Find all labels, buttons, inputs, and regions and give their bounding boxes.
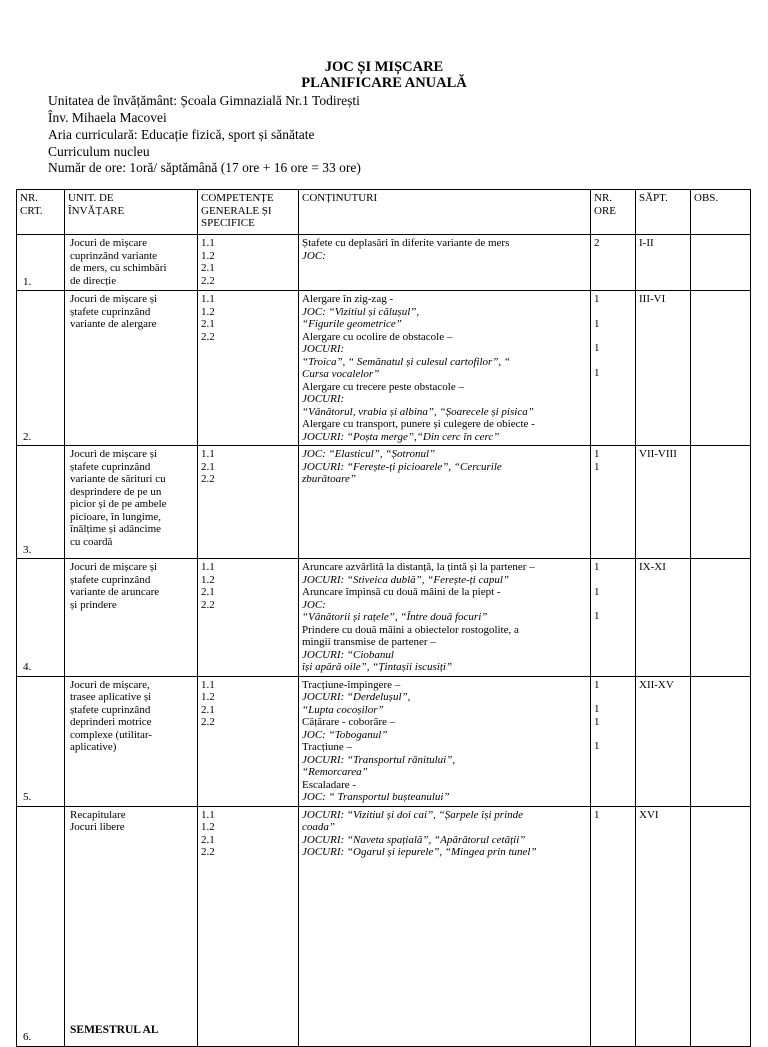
content-line (302, 716, 587, 741)
content-line (302, 586, 587, 611)
content-line (302, 779, 587, 804)
hours-cell (591, 676, 636, 806)
content-line (302, 318, 587, 331)
cell-line: picioare, în lungime, (70, 510, 162, 523)
cell-line: își apără oile”, “Țintașii iscusiți” (302, 661, 453, 673)
table-row (17, 559, 751, 677)
content-line (302, 448, 587, 461)
cell-line: JOC: (302, 249, 326, 262)
row-number: 1. (17, 235, 65, 291)
contents-cell (299, 676, 591, 806)
cell-line: “Vânătorul, vrabia și albina”, “Șoarecele și pisica” (302, 405, 534, 418)
cell-line: 2.2 (201, 274, 215, 287)
content-line (302, 293, 587, 318)
competences-cell (198, 806, 299, 1046)
content-line (302, 611, 587, 624)
content-line (302, 461, 587, 474)
cell-line: 1 (594, 715, 600, 728)
spacer (594, 574, 632, 586)
meta-curricular-area: Aria curriculară: Educație fizică, sport și sănătate (48, 127, 315, 142)
contents-cell (299, 559, 591, 677)
table-header-row (17, 190, 751, 235)
cell-line: 2.2 (201, 598, 215, 611)
header-contents: CONȚINUTURI (299, 190, 591, 235)
spacer (594, 330, 632, 342)
content-line (302, 574, 587, 587)
cell-line: de mers, cu schimbări (70, 262, 167, 274)
cell-line: aplicative) (70, 741, 117, 753)
competences-cell (198, 291, 299, 446)
header-week: SĂPT. (636, 190, 691, 235)
cell-line: Prindere cu două mâini a obiectelor rostogolite, a (302, 623, 519, 636)
hours-cell (591, 291, 636, 446)
cell-line: 1 (594, 610, 600, 622)
cell-line: “Lupta cocoșilor” (302, 703, 384, 716)
cell-line: variante de aruncare (70, 586, 160, 598)
cell-line: 1 (594, 293, 600, 305)
content-line (302, 636, 587, 661)
unit-cell (65, 559, 198, 677)
cell-line: 2.2 (201, 846, 215, 858)
obs-cell (691, 291, 751, 446)
spacer (594, 728, 632, 740)
cell-line: Tracțiune-împingere – (302, 678, 401, 691)
cell-line: JOCURI: “Ciobanul (302, 648, 394, 661)
cell-line: zburătoare” (302, 473, 356, 485)
cell-line: JOC: “ Transportul bușteanului” (302, 791, 450, 803)
cell-line: și prindere (70, 598, 117, 611)
cell-line: JOCURI: “Derdelușul”, (302, 691, 411, 703)
cell-line: înălțime și adâncime (70, 523, 162, 535)
cell-line: Jocuri libere (70, 821, 125, 833)
cell-line: variante de alergare (70, 318, 157, 330)
cell-line: 1.2 (201, 573, 215, 586)
cell-line: 2.2 (201, 330, 215, 343)
cell-line: ștafete cuprinzând (70, 460, 151, 473)
cell-line: JOC: “Elasticul”, “Șotronul” (302, 448, 436, 460)
row-number: 5. (17, 676, 65, 806)
content-line (302, 766, 587, 779)
cell-line: complexe (utilitar- (70, 728, 152, 741)
competences-cell (198, 559, 299, 677)
spacer (594, 691, 632, 703)
week-cell: VII-VIII (636, 446, 691, 559)
cell-line: Escaladare - (302, 778, 357, 791)
meta-teacher: Înv. Mihaela Macovei (48, 110, 167, 125)
cell-line: 2.2 (201, 716, 215, 728)
cell-line: cu coardă (70, 535, 113, 548)
content-line (302, 561, 587, 574)
content-line (302, 237, 587, 250)
cell-line: Aruncare împinsă cu două mâini de la piept - (302, 586, 501, 598)
cell-line: 1 (594, 366, 600, 379)
cell-line: Jocuri de mișcare, (70, 678, 150, 691)
content-line (302, 821, 587, 834)
spacer (594, 355, 632, 367)
cell-line: JOCURI: “Ogarul și iepurele”, “Mingea prin tunel” (302, 846, 537, 858)
header-obs: OBS. (691, 190, 751, 235)
unit-cell (65, 235, 198, 291)
cell-line: 2.1 (201, 833, 215, 846)
cell-line: ștafete cuprinzând (70, 573, 151, 586)
cell-line: JOC: (302, 598, 326, 611)
content-line (302, 661, 587, 674)
content-line (302, 368, 587, 381)
cell-line: 1 (594, 585, 600, 598)
unit-cell (65, 806, 198, 1046)
header-unit: UNIT. DE ÎNVĂȚARE (65, 190, 198, 235)
cell-line: 1.2 (201, 305, 215, 318)
table-row (17, 235, 751, 291)
cell-line: Jocuri de mișcare și (70, 448, 158, 460)
cell-line: coada” (302, 821, 335, 833)
cell-line: “Vânătorii și rațele”, “Între două focuri” (302, 611, 488, 623)
planning-table (16, 189, 751, 1047)
cell-line: mingii transmise de partener – (302, 636, 436, 648)
unit-cell (65, 291, 198, 446)
content-line (302, 381, 587, 406)
obs-cell (691, 446, 751, 559)
cell-line: Cursa vocalelor” (302, 368, 380, 380)
content-line (302, 624, 587, 637)
cell-line: Alergare cu trecere peste obstacole – (302, 380, 464, 393)
hours-cell (591, 235, 636, 291)
cell-line: Jocuri de mișcare (70, 237, 147, 249)
week-cell: XVI (636, 806, 691, 1046)
cell-line: Recapitulare (70, 808, 126, 821)
hours-cell (591, 806, 636, 1046)
contents-cell (299, 291, 591, 446)
cell-line: cuprinzând variante (70, 249, 158, 262)
cell-line: desprindere de pe un (70, 485, 162, 498)
week-cell: I-II (636, 235, 691, 291)
cell-line: 1.1 (201, 237, 215, 249)
cell-line: Jocuri de mișcare și (70, 293, 158, 305)
spacer (70, 834, 194, 1024)
obs-cell (691, 559, 751, 677)
cell-line: de direcție (70, 274, 117, 287)
cell-line: 1 (594, 317, 600, 330)
cell-line: JOC: “Vizitiul și călușul”, (302, 305, 420, 318)
week-cell: XII-XV (636, 676, 691, 806)
cell-line: JOC: “Toboganul” (302, 728, 388, 741)
cell-line: variante de sărituri cu (70, 473, 166, 485)
cell-line: ștafete cuprinzând (70, 703, 151, 716)
cell-line: 1 (594, 342, 600, 354)
content-line (302, 331, 587, 356)
content-line (302, 473, 587, 486)
cell-line: 1 (594, 448, 600, 460)
cell-line: JOCURI: “Transportul rănitului”, (302, 753, 456, 766)
week-cell: III-VI (636, 291, 691, 446)
spacer (594, 306, 632, 318)
cell-line: JOCURI: “Vizitiul și doi cai”, “Șarpele își prinde (302, 808, 524, 821)
table-row (17, 806, 751, 1046)
competences-cell (198, 676, 299, 806)
semester-label: SEMESTRUL AL (70, 1023, 159, 1036)
hours-cell (591, 446, 636, 559)
cell-line: JOCURI: (302, 393, 345, 405)
obs-cell (691, 676, 751, 806)
unit-cell (65, 676, 198, 806)
header-hours: NR. ORE (591, 190, 636, 235)
document-title: JOC ȘI MIȘCARE (324, 59, 444, 75)
cell-line: 2.1 (201, 262, 215, 274)
cell-line: 2 (594, 237, 600, 249)
cell-line: 1.1 (201, 808, 215, 821)
row-number: 2. (17, 291, 65, 446)
content-line (302, 431, 587, 444)
cell-line: 2.1 (201, 460, 215, 473)
cell-line: picior și de pe ambele (70, 498, 167, 510)
content-line (302, 809, 587, 822)
content-line (302, 834, 587, 847)
cell-line: Tracțiune – (302, 741, 353, 753)
cell-line: “Remorcarea” (302, 766, 368, 778)
table-row (17, 676, 751, 806)
competences-cell (198, 446, 299, 559)
cell-line: 1.1 (201, 448, 215, 460)
cell-line: JOCURI: “Naveta spațială”, “Apărătorul cetății” (302, 833, 526, 846)
content-line (302, 679, 587, 704)
cell-line: 2.1 (201, 586, 215, 598)
cell-line: deprinderi motrice (70, 716, 152, 728)
content-line (302, 406, 587, 419)
obs-cell (691, 806, 751, 1046)
cell-line: “Figurile geometrice” (302, 318, 402, 330)
cell-line: 1 (594, 740, 600, 752)
cell-line: ștafete cuprinzând (70, 305, 151, 318)
cell-line: Aruncare azvârlită la distanță, la țintă și la partener – (302, 561, 535, 573)
cell-line: 1 (594, 561, 600, 573)
cell-line: JOCURI: (302, 343, 345, 355)
table-row (17, 446, 751, 559)
competences-cell (198, 235, 299, 291)
cell-line: 1.2 (201, 821, 215, 833)
header-competences: COMPETENȚE GENERALE ȘI SPECIFICE (198, 190, 299, 235)
cell-line: 1 (594, 808, 600, 821)
cell-line: 2.1 (201, 318, 215, 330)
meta-school: Unitatea de învățământ: Școala Gimnazială Nr.1 Todirești (48, 93, 360, 108)
row-number: 6. (17, 806, 65, 1046)
meta-hours: Număr de ore: 1oră/ săptămână (17 ore + 16 ore = 33 ore) (48, 160, 361, 175)
table-row (17, 291, 751, 446)
cell-line: 1.1 (201, 678, 215, 691)
week-cell: IX-XI (636, 559, 691, 677)
cell-line: Cățărare - coborâre – (302, 716, 396, 728)
row-number: 4. (17, 559, 65, 677)
document-subtitle: PLANIFICARE ANUALĂ (301, 75, 467, 91)
cell-line: 1.2 (201, 249, 215, 262)
cell-line: Ștafete cu deplasări în diferite variante de mers (302, 237, 510, 249)
content-line (302, 846, 587, 859)
cell-line: 2.1 (201, 703, 215, 716)
meta-curriculum: Curriculum nucleu (48, 144, 150, 159)
cell-line: 1.2 (201, 691, 215, 703)
content-line (302, 356, 587, 369)
cell-line: 1 (594, 460, 600, 473)
cell-line: JOCURI: “Stiveica dublă”, “Ferește-ți capul” (302, 573, 510, 586)
content-line (302, 741, 587, 766)
content-line (302, 250, 587, 263)
contents-cell (299, 446, 591, 559)
spacer (594, 598, 632, 610)
cell-line: Jocuri de mișcare și (70, 561, 158, 573)
obs-cell (691, 235, 751, 291)
contents-cell (299, 806, 591, 1046)
cell-line: 1 (594, 678, 600, 691)
cell-line: JOCURI: “Ferește-ți picioarele”, “Cercurile (302, 460, 502, 473)
cell-line: Alergare în zig-zag - (302, 293, 394, 305)
content-line (302, 704, 587, 717)
cell-line: 1.1 (201, 293, 215, 305)
cell-line: Alergare cu ocolire de obstacole – (302, 330, 453, 343)
cell-line: trasee aplicative și (70, 691, 152, 703)
row-number: 3. (17, 446, 65, 559)
content-line (302, 418, 587, 431)
header-nr-crt: NR. CRT. (17, 190, 65, 235)
unit-cell (65, 446, 198, 559)
cell-line: 1 (594, 703, 600, 715)
cell-line: “Troica”, “ Semănatul și culesul cartofilor”, “ (302, 355, 511, 368)
cell-line: 2.2 (201, 473, 215, 485)
cell-line: Alergare cu transport, punere și culegere de obiecte - (302, 418, 535, 430)
cell-line: 1.1 (201, 561, 215, 573)
cell-line: JOCURI: “Poșta merge”,“Din cerc în cerc” (302, 430, 500, 443)
contents-cell (299, 235, 591, 291)
hours-cell (591, 559, 636, 677)
